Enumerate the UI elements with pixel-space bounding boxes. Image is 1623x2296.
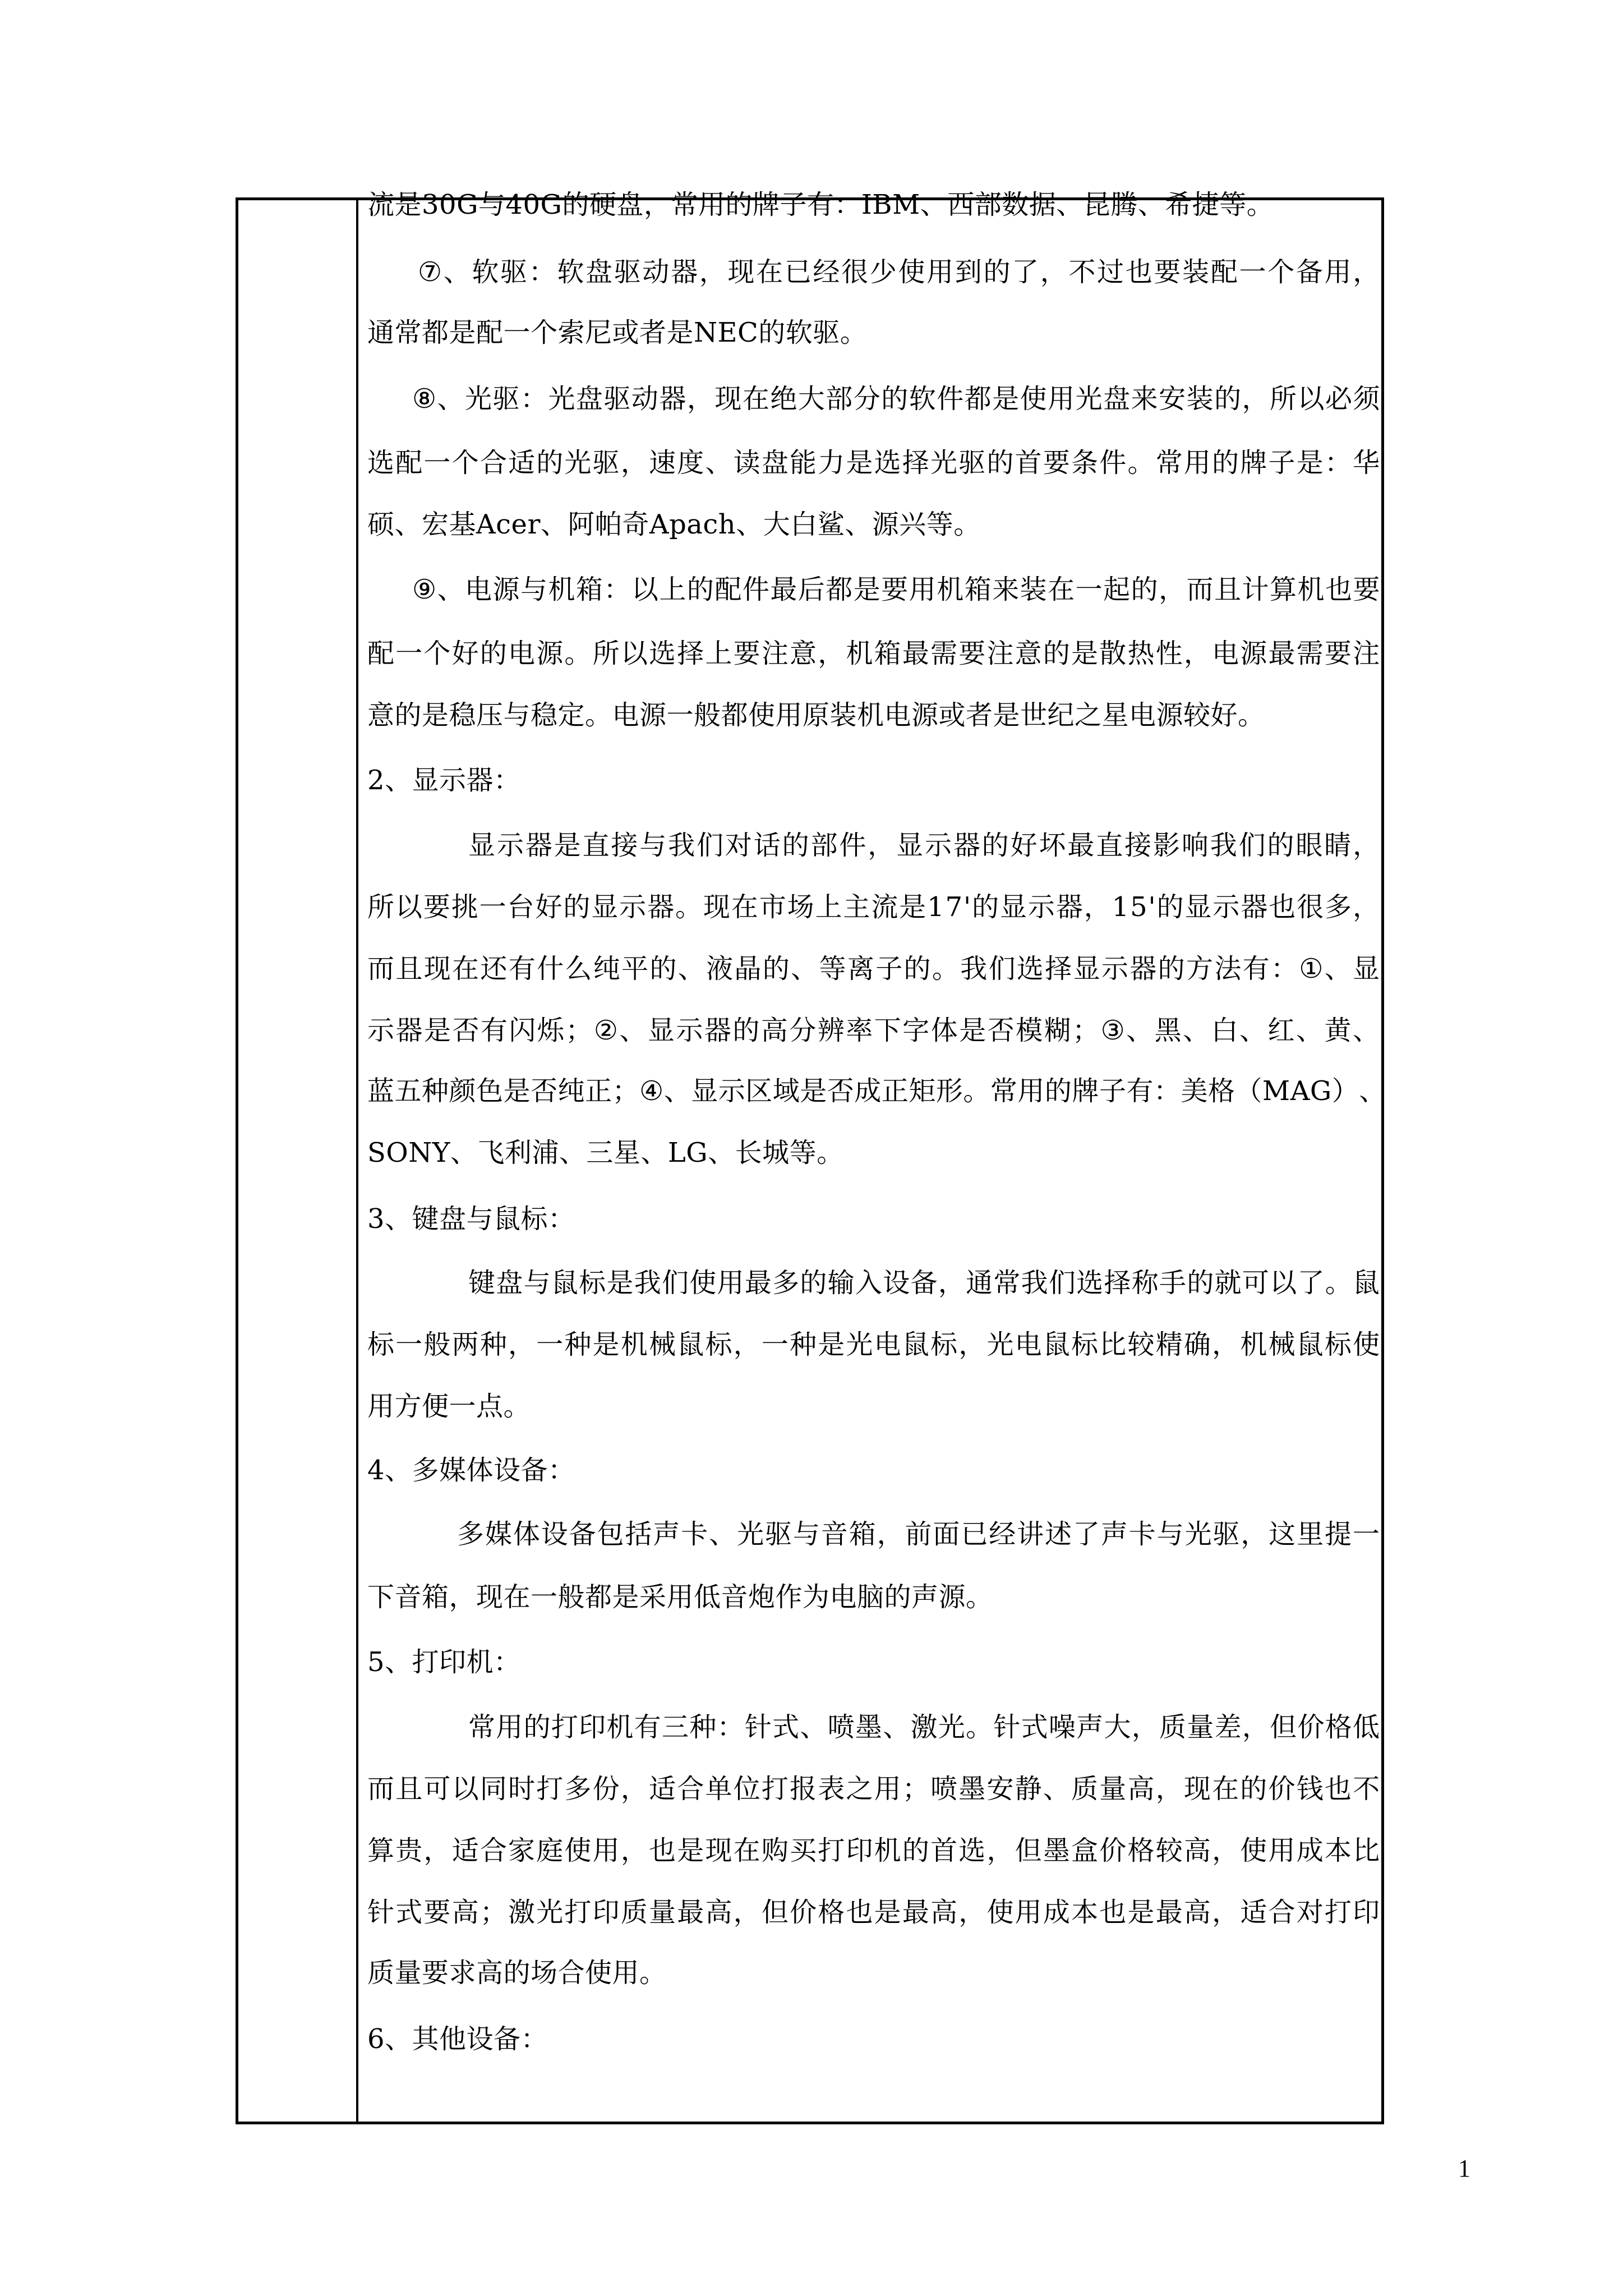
text-line: 所 以 要 挑 一 台 好 的 显 示 器 。 现 在 市 场 上 主 流 是 1 7 ' 的 显 示 器 ， 1 5 ' 的 显 示 器 也 很 多 ， [367,891,1380,923]
text-line: ⑦ 、 软 驱 ： 软 盘 驱 动 器 ， 现 在 已 经 很 少 使 用 到 的 了 ， 不 过 也 要 装 配 一 个 备 用 ， [418,256,1380,288]
text-line: 硕、宏基Acer、阿帕奇Apach、大白鲨、源兴等。 [367,509,981,540]
text-line: 标 一 般 两 种 ， 一 种 是 机 械 鼠 标 ， 一 种 是 光 电 鼠 标 ， 光 电 鼠 标 比 较 精 确 ， 机 械 鼠 标 使 [367,1329,1380,1360]
text-line: 4、多媒体设备： [367,1455,575,1486]
text-line: 流是30G与40G的硬盘，常用的牌子有：IBM、西部数据、昆腾、希捷等。 [367,189,1274,220]
table-content-cell [361,189,1386,2122]
text-line: 质量要求高的场合使用。 [367,1957,667,1989]
text-line: 通常都是配一个索尼或者是NEC的软驱。 [367,317,868,348]
text-line: 针 式 要 高 ； 激 光 打 印 质 量 最 高 ， 但 价 格 也 是 最 高 ， 使 用 成 本 也 是 最 高 ， 适 合 对 打 印 [367,1897,1380,1928]
text-line: 蓝 五 种 颜 色 是 否 纯 正 ； ④ 、 显 示 区 域 是 否 成 正 矩 形 。 常 用 的 牌 子 有 ： 美 格 （ M A G ） 、 [367,1075,1386,1107]
text-line: 显 示 器 是 直 接 与 我 们 对 话 的 部 件 ， 显 示 器 的 好 坏 最 直 接 影 响 我 们 的 眼 睛 ， [468,830,1380,861]
text-line: 多 媒 体 设 备 包 括 声 卡 、 光 驱 与 音 箱 ， 前 面 已 经 讲 述 了 声 卡 与 光 驱 ， 这 里 提 一 [457,1519,1380,1550]
text-line: SONY、飞利浦、三星、LG、长城等。 [367,1137,844,1168]
text-line: 而 且 现 在 还 有 什 么 纯 平 的 、 液 晶 的 、 等 离 子 的 。 我 们 选 择 显 示 器 的 方 法 有 ： ① 、 显 [367,953,1380,984]
text-line: 选 配 一 个 合 适 的 光 驱 ， 速 度 、 读 盘 能 力 是 选 择 光 驱 的 首 要 条 件 。 常 用 的 牌 子 是 ： 华 [367,447,1380,478]
text-line: 意的是稳压与稳定。电源一般都使用原装机电源或者是世纪之星电源较好。 [367,700,1265,731]
text-line: 5、打印机： [367,1646,521,1678]
text-line: 配 一 个 好 的 电 源 。 所 以 选 择 上 要 注 意 ， 机 箱 最 需 要 注 意 的 是 散 热 性 ， 电 源 最 需 要 注 [367,638,1380,669]
text-line: 算 贵 ， 适 合 家 庭 使 用 ， 也 是 现 在 购 买 打 印 机 的 首 选 ， 但 墨 盒 价 格 较 高 ， 使 用 成 本 比 [367,1835,1380,1866]
text-line: 而 且 可 以 同 时 打 多 份 ， 适 合 单 位 打 报 表 之 用 ； 喷 墨 安 静 、 质 量 高 ， 现 在 的 价 钱 也 不 [367,1773,1380,1805]
text-line: 6、其他设备： [367,2023,548,2055]
text-line: 3、键盘与鼠标： [367,1203,575,1235]
text-line: 常 用 的 打 印 机 有 三 种 ： 针 式 、 喷 墨 、 激 光 。 针 式 噪 声 大 ， 质 量 差 ， 但 价 格 低 [468,1711,1380,1743]
page-number: 1 [1458,2155,1470,2182]
text-line: 2、显示器： [367,765,521,796]
text-line: 用方便一点。 [367,1391,531,1422]
text-line: ⑨ 、 电 源 与 机 箱 ： 以 上 的 配 件 最 后 都 是 要 用 机 箱 来 装 在 一 起 的 ， 而 且 计 算 机 也 要 [412,574,1380,605]
text-line: 下音箱，现在一般都是采用低音炮作为电脑的声源。 [367,1581,993,1613]
text-line: ⑧ 、 光 驱 ： 光 盘 驱 动 器 ， 现 在 绝 大 部 分 的 软 件 都 是 使 用 光 盘 来 安 装 的 ， 所 以 必 须 [412,383,1380,415]
text-line: 示 器 是 否 有 闪 烁 ； ② 、 显 示 器 的 高 分 辨 率 下 字 体 是 否 模 糊 ； ③ 、 黑 、 白 、 红 、 黄 、 [367,1015,1380,1046]
text-line: 键 盘 与 鼠 标 是 我 们 使 用 最 多 的 输 入 设 备 ， 通 常 我 们 选 择 称 手 的 就 可 以 了 。 鼠 [468,1267,1380,1299]
content-table [236,189,1386,2124]
column-divider [356,200,358,2122]
